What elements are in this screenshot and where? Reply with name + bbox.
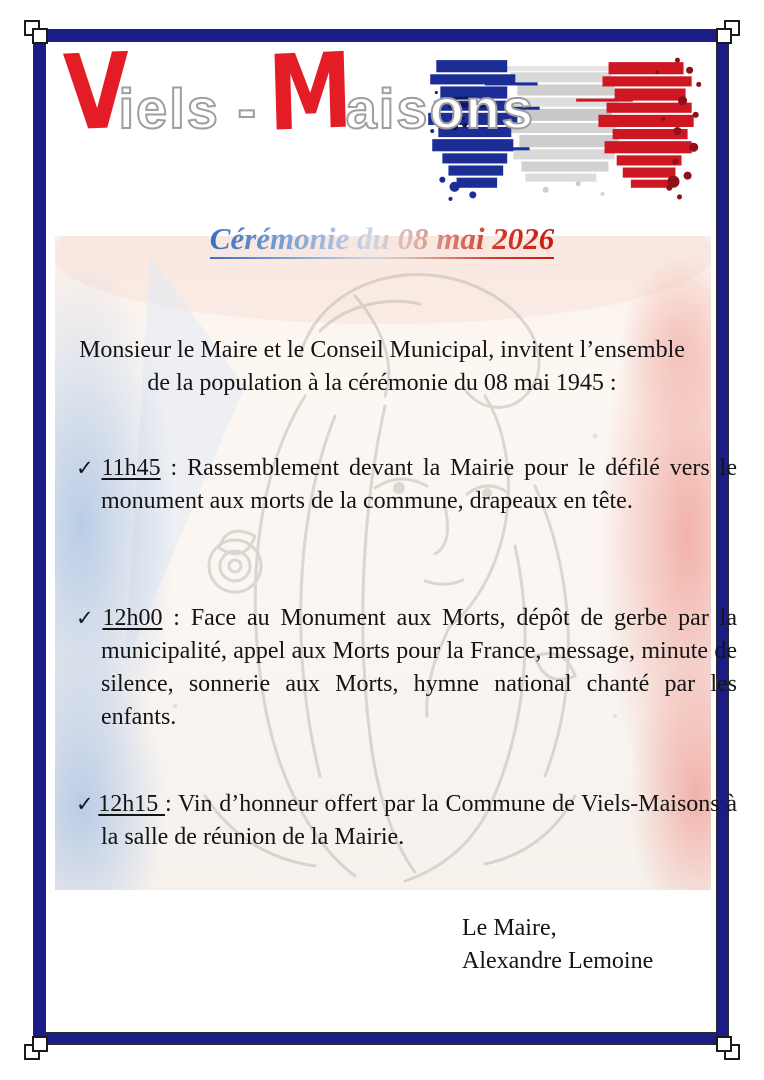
schedule-time: 12h15 (98, 791, 165, 817)
ceremony-title-row (47, 222, 717, 259)
schedule-separator: : (160, 455, 188, 481)
corner-square (716, 1036, 732, 1052)
signature-name: Alexandre Lemoine (462, 948, 654, 974)
corner-square (32, 28, 48, 44)
border-corner-ornament-bottom-left (24, 1032, 52, 1060)
schedule-text: Face au Monument aux Morts, dépôt de gerbe par la municipalité, appel aux Morts pour la France, message, minute de silence, sonnerie aux Morts, hymne national chanté par les enfants. (101, 605, 737, 730)
title-underline (210, 257, 554, 259)
schedule-time: 12h00 (102, 605, 163, 631)
checkmark-icon: ✓ (76, 606, 99, 630)
commune-logo (58, 29, 536, 155)
intro-paragraph (52, 334, 712, 400)
schedule-time: 11h45 (101, 455, 161, 481)
border-corner-ornament-top-left (24, 20, 52, 48)
checkmark-icon: ✓ (76, 456, 98, 480)
ceremony-title-text: Cérémonie du 08 mai 2026 (209, 221, 555, 256)
ceremony-title (210, 222, 554, 259)
schedule-item-12h00 (76, 602, 737, 734)
logo-text-iels: iels - (118, 77, 259, 140)
intro-line-2: de la population à la cérémonie du 08 mai 1945 : (147, 370, 617, 396)
schedule-separator: : (162, 605, 191, 631)
signature-role: Le Maire, (462, 915, 557, 941)
schedule-item-11h45 (76, 452, 737, 518)
corner-square (32, 1036, 48, 1052)
border-corner-ornament-bottom-right (712, 1032, 740, 1060)
logo-letter-m: M (266, 29, 355, 155)
signature-block (462, 912, 653, 978)
schedule-text: Vin d’honneur offert par la Commune de Viels-Maisons à la salle de réunion de la Mairie. (101, 791, 737, 850)
checkmark-icon: ✓ (76, 792, 95, 816)
intro-line-1: Monsieur le Maire et le Conseil Municipal, invitent l’ensemble (79, 337, 685, 363)
schedule-separator: : (165, 791, 178, 817)
schedule-text: Rassemblement devant la Mairie pour le défilé vers le monument aux morts de la commune, drapeaux en tête. (101, 455, 738, 514)
schedule-item-12h15 (76, 788, 737, 854)
border-corner-ornament-top-right (712, 20, 740, 48)
logo-text-aisons: aisons (345, 77, 536, 140)
corner-square (716, 28, 732, 44)
logo-letter-v: V (62, 29, 132, 155)
